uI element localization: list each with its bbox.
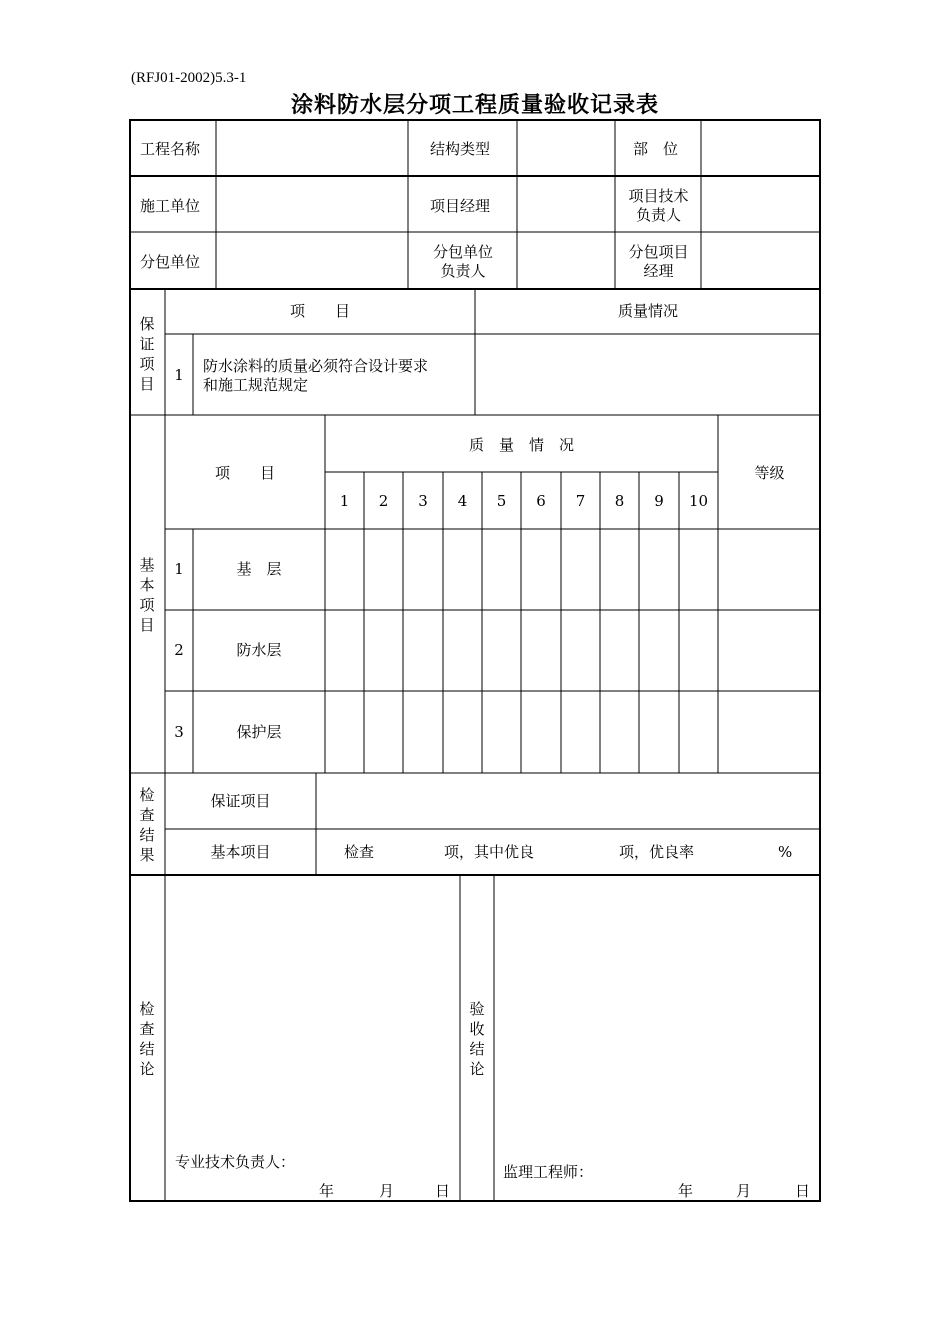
check-date-year: 年	[319, 1182, 335, 1200]
guarantee-row-text: 防水涂料的质量必须符合设计要求 和施工规范规定	[203, 357, 429, 394]
guarantee-col-item: 项 目	[289, 302, 350, 320]
check-result-side-label: 检查结果	[139, 786, 155, 864]
project-name-label: 工程名称	[140, 140, 201, 158]
project-manager-label: 项目经理	[430, 197, 491, 215]
guarantee-row-no: 1	[174, 366, 184, 384]
basic-side-label: 基本项目	[139, 556, 155, 634]
structure-type-label: 结构类型	[430, 140, 491, 158]
guarantee-side-label: 保证项目	[139, 315, 155, 393]
check-count-label: 检查	[344, 843, 375, 861]
point-col-5: 5	[496, 492, 507, 510]
excellent-count-label: 项，其中优良	[444, 843, 535, 861]
basic-row-no: 3	[174, 723, 184, 741]
point-col-3: 3	[418, 492, 428, 510]
accept-date-day: 日	[795, 1182, 811, 1200]
basic-col-item: 项 目	[214, 464, 275, 482]
accept-date-year: 年	[678, 1182, 694, 1200]
check-result-guarantee-label: 保证项目	[210, 792, 271, 810]
tech-lead-label: 项目技术 负责人	[628, 187, 689, 224]
basic-row-name: 防水层	[236, 641, 282, 659]
guarantee-col-quality: 质量情况	[617, 302, 678, 320]
basic-row-no: 1	[174, 560, 184, 578]
position-label: 部 位	[633, 140, 679, 158]
subcontractor-label: 分包单位	[140, 253, 201, 271]
point-col-4: 4	[457, 492, 468, 510]
excellent-rate-label: 项，优良率	[619, 843, 695, 861]
point-col-9: 9	[654, 492, 664, 510]
percent-sign: %	[778, 843, 793, 861]
point-col-6: 6	[536, 492, 546, 510]
sub-lead-label: 分包单位 负责人	[432, 243, 493, 280]
basic-col-grade: 等级	[754, 464, 785, 482]
basic-row-name: 保护层	[236, 723, 282, 741]
accept-date-month: 月	[736, 1182, 752, 1200]
basic-col-quality: 质 量 情 况	[468, 436, 574, 454]
inspection-form-table	[129, 119, 821, 1202]
form-code: (RFJ01-2002)5.3-1	[131, 70, 247, 86]
point-col-7: 7	[575, 492, 586, 510]
point-col-8: 8	[614, 492, 625, 510]
check-date-month: 月	[379, 1182, 395, 1200]
point-col-1: 1	[339, 492, 350, 510]
tech-lead-signature-label: 专业技术负责人：	[175, 1153, 296, 1171]
page-title: 涂料防水层分项工程质量验收记录表	[290, 92, 659, 118]
check-result-basic-label: 基本项目	[210, 843, 271, 861]
accept-conclusion-side-label: 验收结论	[469, 1000, 485, 1078]
basic-row-name: 基 层	[236, 560, 282, 578]
check-conclusion-side-label: 检查结论	[139, 1000, 155, 1078]
check-date-day: 日	[435, 1182, 451, 1200]
basic-row-no: 2	[174, 641, 184, 659]
point-col-2: 2	[378, 492, 389, 510]
sub-pm-label: 分包项目 经理	[628, 243, 689, 280]
supervisor-signature-label: 监理工程师：	[503, 1163, 594, 1181]
point-col-10: 10	[688, 492, 709, 510]
contractor-label: 施工单位	[140, 197, 201, 215]
